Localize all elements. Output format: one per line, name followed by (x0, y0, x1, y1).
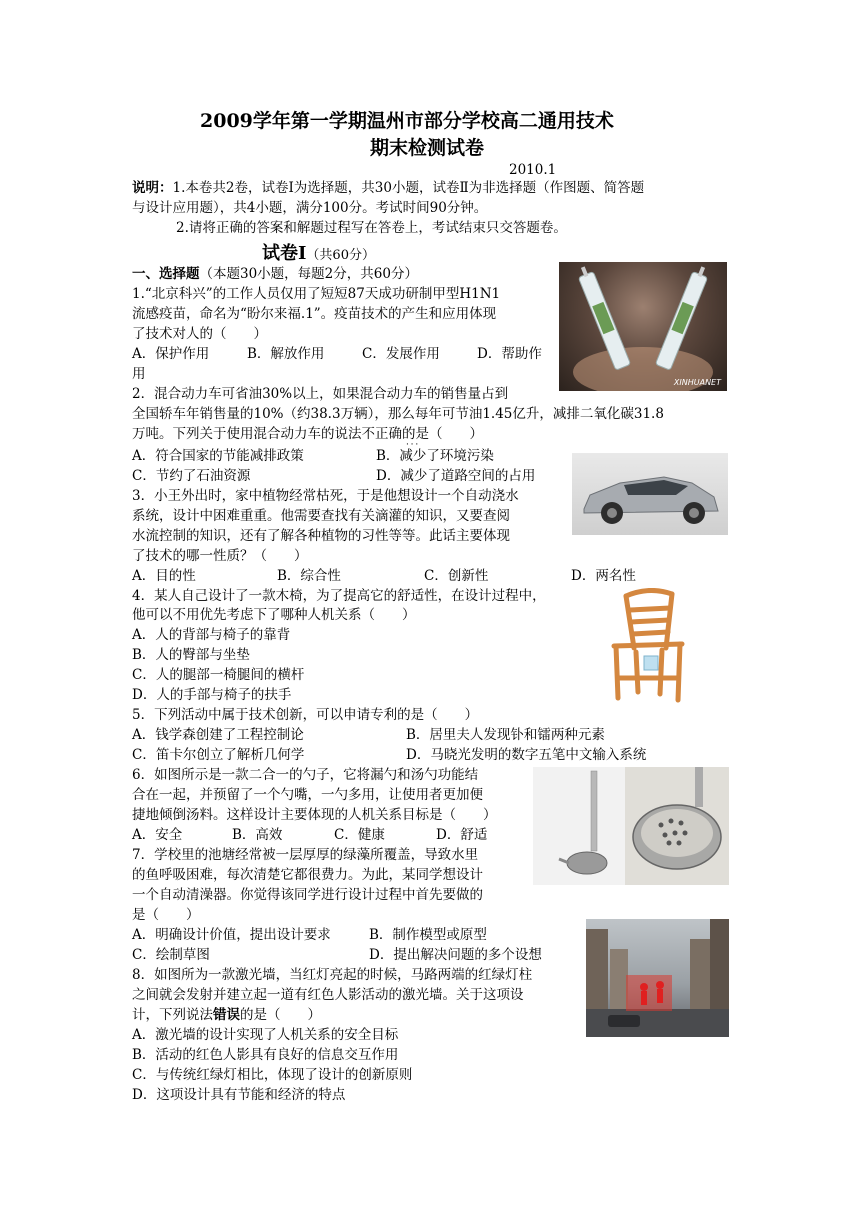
page-subtitle: 期末检测试卷 (370, 137, 485, 159)
q8-line1: 8．如图所为一款激光墙，当红灯亮起的时候，马路两端的红绿灯柱 (132, 967, 533, 983)
q4-option-d: D．人的手部与椅子的扶手 (132, 687, 292, 703)
q7-option-c: C．绘制草图 (132, 947, 210, 963)
car-illustration (572, 453, 728, 535)
q3-option-a: A．目的性 (132, 568, 196, 584)
syringe-illustration (559, 262, 727, 391)
q4-line2: 他可以不用优先考虑下了哪种人机关系（ ） (132, 607, 416, 623)
q1-line2: 流感疫苗，命名为“盼尔来福.1”。疫苗技术的产生和应用体现 (132, 306, 497, 322)
q7-line4: 是（ ） (132, 907, 200, 923)
chair-illustration (604, 588, 692, 706)
q7-line2: 的鱼呼吸困难，每次清楚它都很费力。为此，某同学想设计 (132, 867, 483, 883)
q6-line3: 捷地倾倒汤料。这样设计主要体现的人机关系目标是（ ） (132, 807, 497, 823)
q6-option-d: D．舒适 (436, 827, 488, 843)
q8-line3 (132, 1005, 321, 1025)
q6-line2: 合在一起，并预留了一个勺嘴，一勺多用，让使用者更加便 (132, 787, 483, 803)
q3-option-c: C．创新性 (424, 568, 489, 584)
instructions-label: 说明： (132, 180, 173, 196)
exam-date: 2010.1 (509, 162, 557, 178)
q8-option-d: D．这项设计具有节能和经济的特点 (132, 1087, 346, 1103)
section-heading-bold: 一、选择题 (132, 266, 200, 282)
q5-line1: 5．下列活动中属于技术创新，可以申请专利的是（ ） (132, 707, 479, 723)
q8-line3-end: 的是（ ） (240, 1007, 321, 1023)
q1-line3: 了技术对人的（ ） (132, 326, 267, 342)
vaccine-photo (559, 262, 727, 391)
q6-option-b: B．高效 (232, 827, 283, 843)
q3-option-d: D．两名性 (571, 568, 636, 584)
q3-line2: 系统，设计中困难重重。他需要查找有关滴灌的知识，又要查阅 (132, 508, 510, 524)
q3-option-b: B．综合性 (277, 568, 341, 584)
q8-line2: 之间就会发射并建立起一道有红色人影活动的激光墙。关于这项设 (132, 987, 524, 1003)
q2-option-a: A．符合国家的节能减排政策 (132, 448, 304, 464)
section-heading (132, 264, 418, 284)
q8-line3-start: 计，下列说法 (132, 1007, 213, 1023)
q7-option-d: D．提出解决问题的多个设想 (369, 947, 542, 963)
ladle-closeup-photo (625, 767, 729, 885)
page-title: 2009学年第一学期温州市部分学校高二通用技术 (200, 110, 614, 132)
instructions-text1: 1.本卷共2卷，试卷Ⅰ为选择题，共30小题，试卷Ⅱ为非选择题（作图题、简答题 (172, 180, 645, 196)
q5-option-d: D．马晓光发明的数字五笔中文输入系统 (406, 747, 647, 763)
emphasis-dots: · · · (406, 440, 419, 450)
q2-line2: 全国轿车年销售量的10%（约38.3万辆），那么每年可节油1.45亿升，减排二氧化碳31.8 (132, 406, 664, 422)
q6-option-c: C．健康 (334, 827, 385, 843)
part-title-text: 试卷Ⅰ (262, 243, 307, 264)
instructions-line3: 2.请将正确的答案和解题过程写在答卷上，考试结束只交答题卷。 (176, 220, 567, 236)
laser-wall-photo (586, 919, 729, 1037)
q2-option-d: D．减少了道路空间的占用 (376, 468, 536, 484)
q8-emphasis-word: 错误 (213, 1007, 240, 1023)
q8-option-a: A．激光墙的设计实现了人机关系的安全目标 (132, 1027, 399, 1043)
q2-option-b: B．减少了环境污染 (376, 448, 494, 464)
ladle-bowl-illustration (625, 767, 729, 885)
q8-option-c: C．与传统红绿灯相比，体现了设计的创新原则 (132, 1067, 413, 1083)
ladle-illustration (533, 767, 625, 885)
part-score: （共60分） (306, 248, 375, 263)
q1-option-d: D．帮助作 (477, 346, 542, 362)
ladle-photo (533, 767, 625, 885)
wooden-chair-photo (604, 588, 692, 706)
q5-option-c: C．笛卡尔创立了解析几何学 (132, 747, 305, 763)
q7-line3: 一个自动清澡器。你觉得该同学进行设计过程中首先要做的 (132, 887, 483, 903)
photo-watermark: XINHUANET (673, 378, 721, 387)
q1-line1: 1.“北京科兴”的工作人员仅用了短短87天成功研制甲型H1N1 (132, 286, 501, 302)
q7-option-a: A．明确设计价值，提出设计要求 (132, 927, 331, 943)
q7-line1: 7．学校里的池塘经常被一层厚厚的绿藻所覆盖，导致水里 (132, 847, 479, 863)
q6-option-a: A．安全 (132, 827, 183, 843)
q6-line1: 6．如图所示是一款二合一的勺子，它将漏勺和汤勺功能结 (132, 767, 479, 783)
q4-option-c: C．人的腿部一椅腿间的横杆 (132, 667, 305, 683)
section-heading-rest: （本题30小题，每题2分，共60分） (199, 266, 418, 282)
q3-line3: 水流控制的知识，还有了解各种植物的习性等等。此话主要体现 (132, 528, 510, 544)
q5-option-a: A．钱学森创建了工程控制论 (132, 727, 304, 743)
q1-option-c: C．发展作用 (362, 346, 440, 362)
hybrid-car-photo (572, 453, 728, 535)
q4-line1: 4．某人自己设计了一款木椅，为了提高它的舒适性，在设计过程中， (132, 588, 546, 604)
q3-line1: 3．小王外出时，家中植物经常枯死，于是他想设计一个自动浇水 (132, 488, 519, 504)
q8-option-b: B．活动的红色人影具有良好的信息交互作用 (132, 1047, 399, 1063)
q2-option-c: C．节约了石油资源 (132, 468, 251, 484)
instructions-line2: 与设计应用题），共4小题，满分100分。考试时间90分钟。 (132, 200, 488, 216)
street-illustration (586, 919, 729, 1037)
q1-option-a: A．保护作用 (132, 346, 210, 362)
q4-option-a: A．人的背部与椅子的靠背 (132, 627, 291, 643)
q2-line3: 万吨。下列关于使用混合动力车的说法不正确的是（ ） (132, 426, 483, 442)
q3-line4: 了技术的哪一性质？（ ） (132, 548, 308, 564)
q2-line1: 2．混合动力车可省油30%以上，如果混合动力车的销售量占到 (132, 386, 509, 402)
q1-option-b: B．解放作用 (247, 346, 325, 362)
instructions-line1 (132, 178, 644, 198)
q5-option-b: B．居里夫人发现钋和镭两种元素 (406, 727, 605, 743)
part-title (262, 239, 375, 265)
q1-line5: 用 (132, 366, 146, 382)
q7-option-b: B．制作模型或原型 (369, 927, 487, 943)
q4-option-b: B．人的臀部与坐垫 (132, 647, 250, 663)
